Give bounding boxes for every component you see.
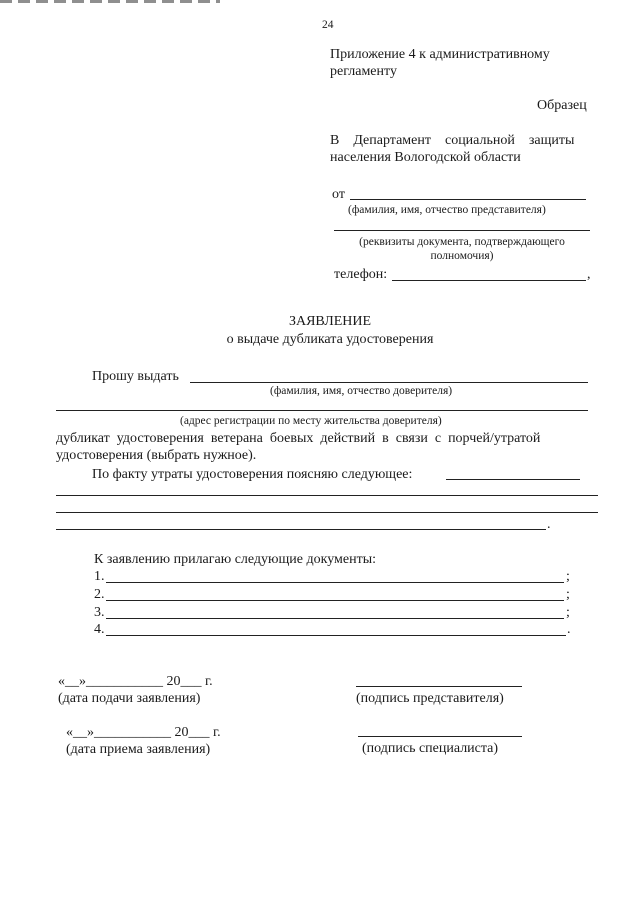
receive-date-caption: (дата приема заявления) (66, 742, 211, 757)
credentials-caption-2: полномочия) (430, 250, 494, 262)
appendix-line-1: Приложение 4 к административному (330, 47, 550, 62)
duplicate-text-2: удостоверения (выбрать нужное). (56, 448, 257, 463)
from-caption: (фамилия, имя, отчество представителя) (348, 204, 546, 216)
rep-signature-line[interactable] (356, 686, 522, 687)
attachment-num-1: 1. (94, 569, 105, 584)
loss-line-2[interactable] (56, 512, 598, 513)
attachment-line-4[interactable] (106, 635, 566, 636)
attachments-intro: К заявлению прилагаю следующие документы: (94, 552, 377, 567)
attachment-end-1: ; (566, 569, 570, 584)
from-label: от (332, 187, 345, 202)
principal-line[interactable] (190, 382, 588, 383)
duplicate-text-1: дубликат удостоверения ветерана боевых действий в связи с порчей/утратой (56, 431, 541, 446)
appendix-line-2: регламенту (330, 64, 397, 79)
loss-end: . (547, 517, 551, 532)
from-line[interactable] (350, 199, 586, 200)
attachment-num-4: 4. (94, 622, 105, 637)
attachment-end-2: ; (566, 587, 570, 602)
principal-caption: (фамилия, имя, отчество доверителя) (270, 385, 453, 397)
loss-line-0[interactable] (446, 479, 580, 480)
loss-line-3[interactable] (56, 529, 546, 530)
credentials-caption-1: (реквизиты документа, подтверждающего (359, 236, 565, 248)
attachment-num-3: 3. (94, 605, 105, 620)
attachment-end-4: . (567, 622, 571, 637)
request-label: Прошу выдать (92, 369, 179, 384)
rep-signature-caption: (подпись представителя) (356, 691, 504, 706)
phone-comma: , (587, 267, 591, 282)
loss-line-1[interactable] (56, 495, 598, 496)
document-title: ЗАЯВЛЕНИЕ (288, 314, 372, 329)
attachment-end-3: ; (566, 605, 570, 620)
phone-label: телефон: (334, 267, 388, 282)
attachment-line-1[interactable] (106, 582, 564, 583)
submit-date-caption: (дата подачи заявления) (58, 691, 201, 706)
address-line[interactable] (56, 410, 588, 411)
address-caption: (адрес регистрации по месту жительства доверителя) (180, 415, 442, 427)
document-subtitle: о выдаче дубликата удостоверения (226, 332, 434, 347)
sample-label: Образец (537, 98, 587, 113)
attachment-line-3[interactable] (106, 618, 564, 619)
scan-artifact (0, 0, 220, 3)
submit-date-field[interactable]: «__»___________ 20___ г. (58, 674, 213, 689)
spec-signature-line[interactable] (358, 736, 522, 737)
phone-line[interactable] (392, 280, 586, 281)
addressee-line-2: населения Вологодской области (330, 150, 521, 165)
page-number: 24 (322, 19, 334, 31)
receive-date-field[interactable]: «__»___________ 20___ г. (66, 725, 221, 740)
credentials-line[interactable] (334, 230, 590, 231)
spec-signature-caption: (подпись специалиста) (362, 741, 499, 756)
attachment-line-2[interactable] (106, 600, 564, 601)
addressee-line-1: В Департамент социальной защиты (330, 133, 575, 148)
attachment-num-2: 2. (94, 587, 105, 602)
loss-explain-label: По факту утраты удостоверения поясняю следующее: (92, 467, 413, 482)
